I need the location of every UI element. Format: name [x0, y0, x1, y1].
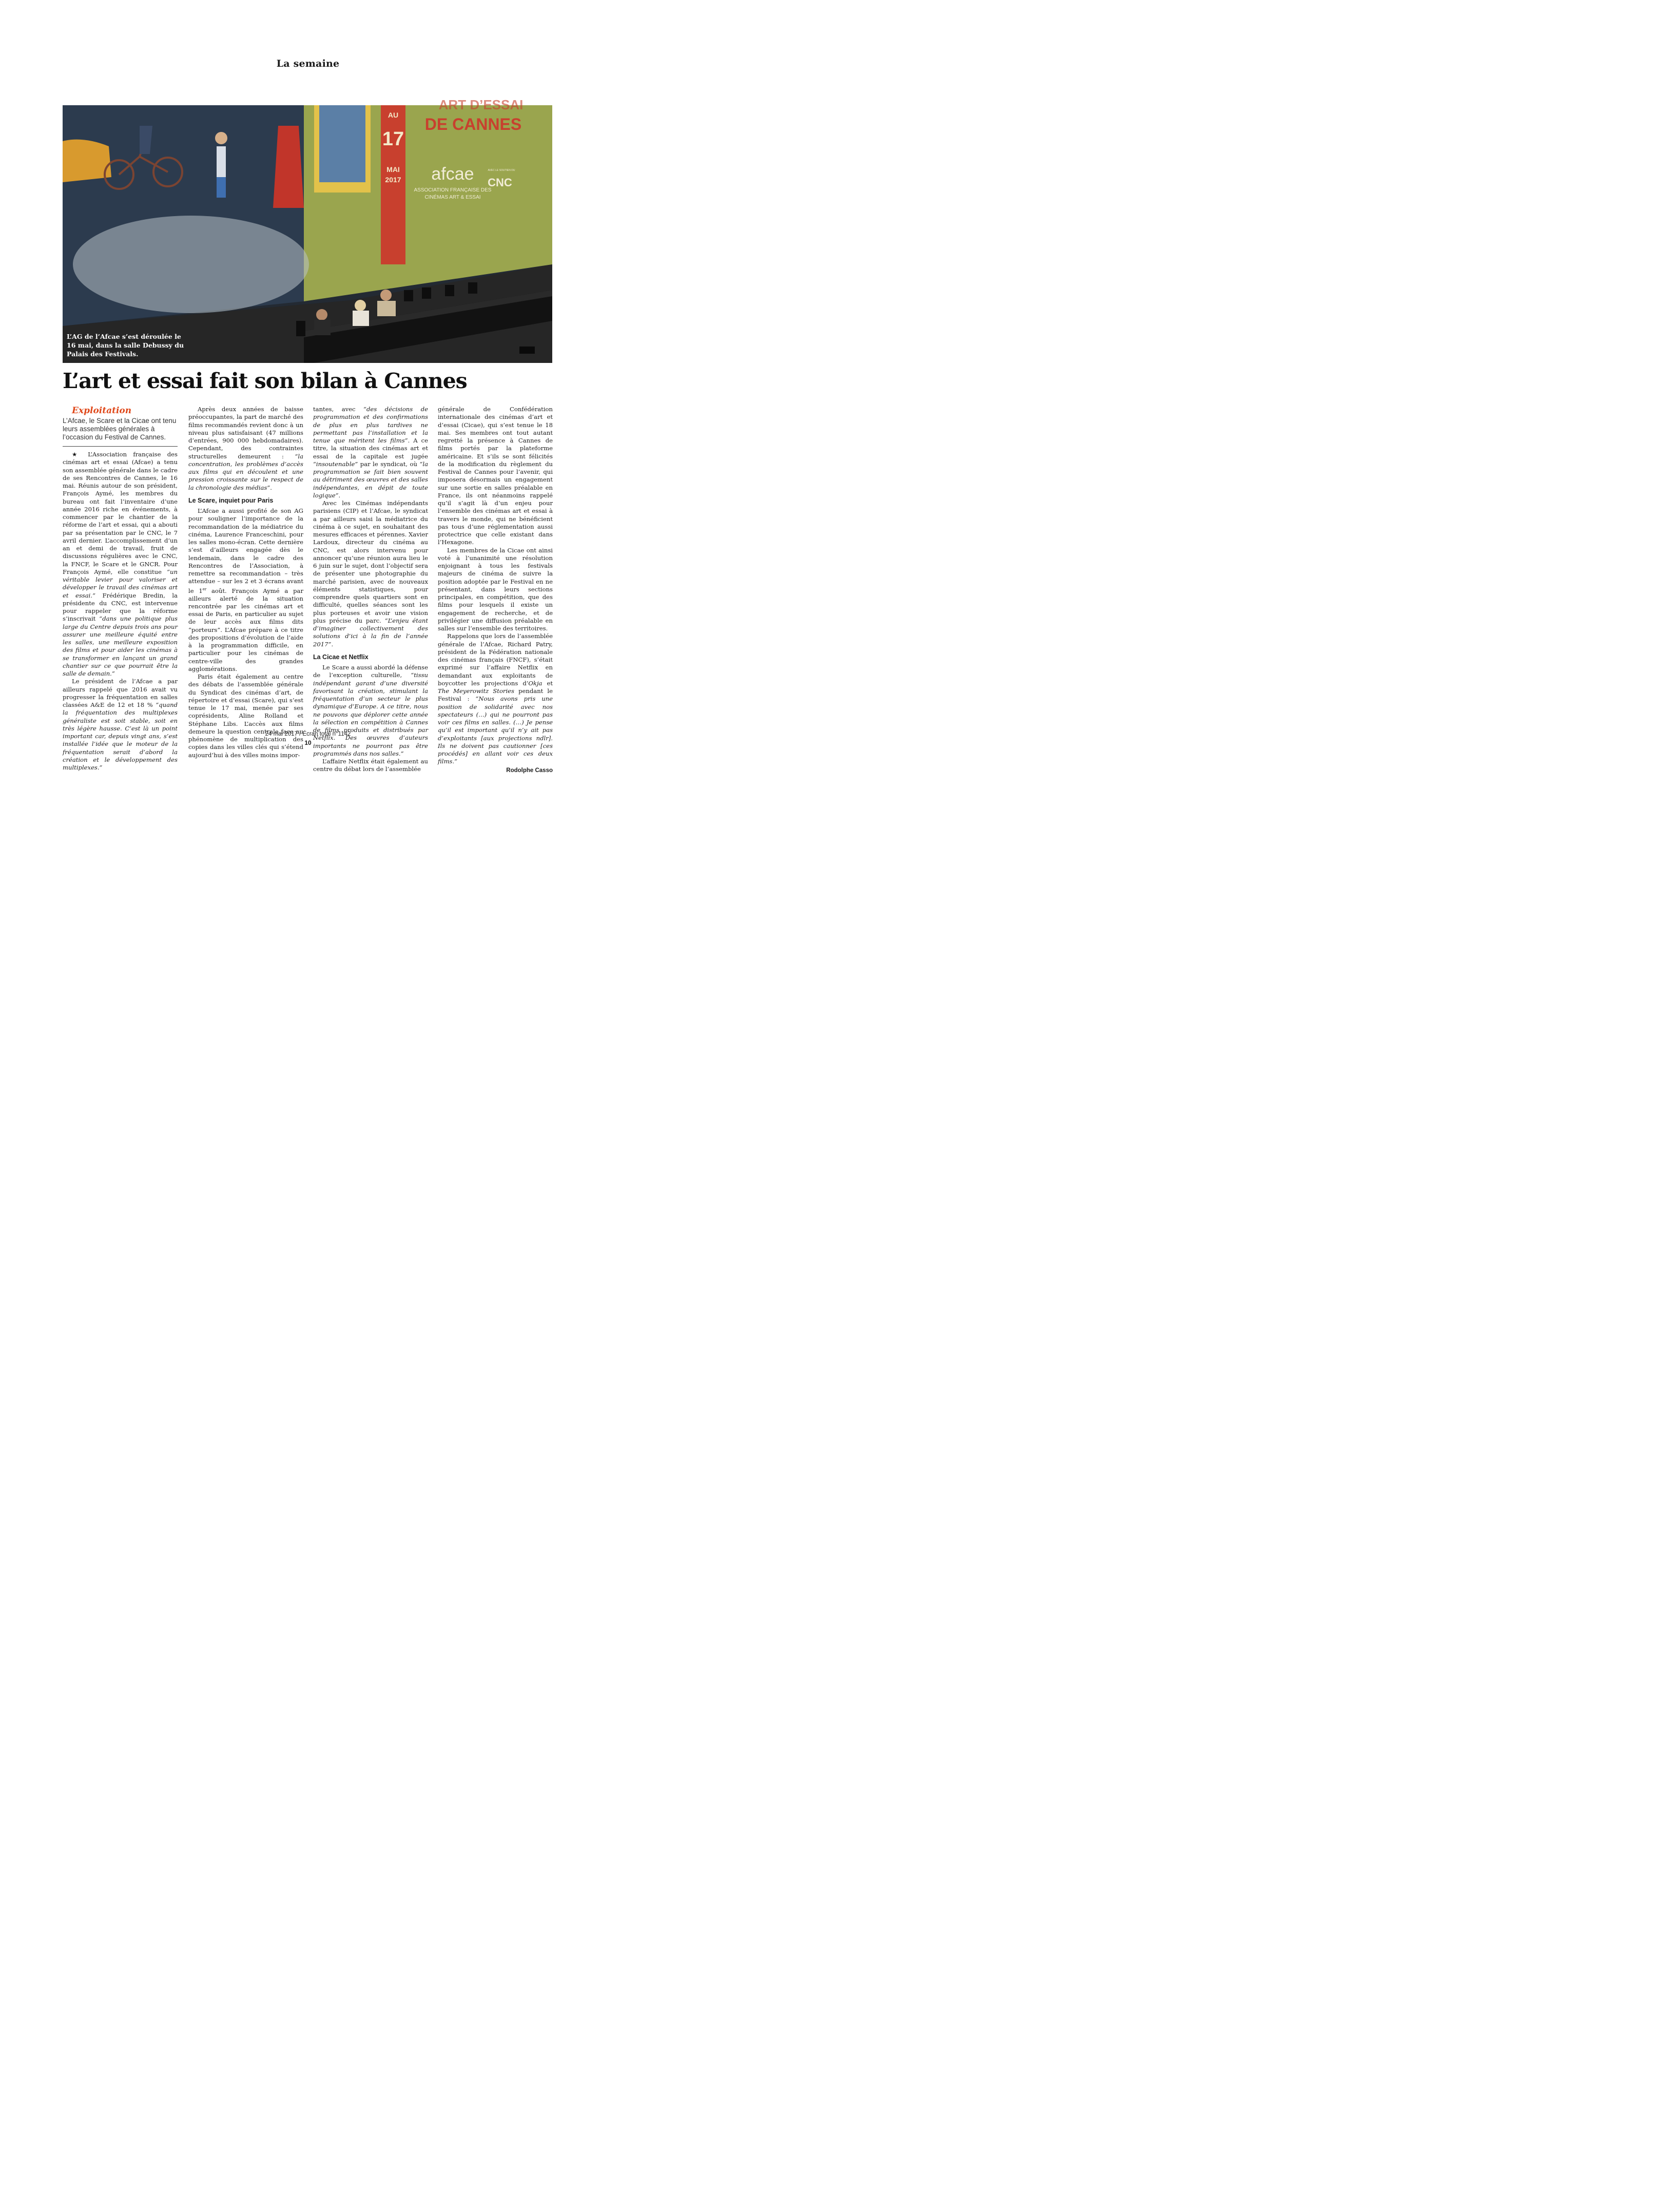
footer-issue: 24 mai 2017 / Écran total n°1142 — [265, 731, 351, 737]
lede-line-3: l’occasion du Festival de Cannes. — [63, 433, 166, 441]
banner-month: MAI — [386, 165, 400, 174]
subheading: La Cicae et Netflix — [313, 653, 369, 661]
kicker: Exploitation — [72, 406, 132, 416]
assoc-line-2: CINÉMAS ART & ESSAI — [424, 195, 481, 200]
subheading: Le Scare, inquiet pour Paris — [188, 496, 274, 504]
page-number: 10 — [304, 739, 312, 746]
section-label: La semaine — [276, 58, 340, 69]
event-photo — [63, 97, 552, 363]
poster-top-title: ART D’ESSAI — [438, 97, 524, 112]
paragraph: Rappelons que lors de l’assemblée générale de l’Afcae, Richard Patry, président de la Fédération nationale des cinémas français (FNCF), s’était exprimé sur l’affaire Netflix en demandant aux exploitants de boycotter les projections d’Okja et The Meyerowitz Stories pendant le Festival : “Nous avons pris une position de solidarité avec nos spectateurs (…) qui ne pourront pas voir ces films en salles. (…) Je pense qu’il est important qu’il n’y ait pas d’exploitants [aux projections ndlr]. Ils ne doivent pas cautionner [ces procédés] en allant voir ces deux films.” — [438, 632, 553, 765]
camera — [519, 347, 535, 354]
doorway-people — [319, 105, 365, 182]
star-icon: ★ — [72, 451, 82, 458]
paragraph: Avec les Cinémas indépendants parisiens (CIP) et l’Afcae, le syndicat a par ailleurs saisi la médiatrice du cinéma à ce sujet, en souhaitant des mesures efficaces et pérennes. Xavier Lardoux, directeur du cinéma au CNC, est alors intervenu pour annoncer qu’une réunion aura lieu le 6 juin sur le sujet, dont l’objectif sera de présenter une photographie du marché parisien, avec de nouveaux éléments statistiques, pour comprendre quels quartiers sont en difficulté, quelles séances sont les plus porteuses et avoir une vision plus précise du parc. “L’enjeu étant d’imaginer collectivement des solutions d’ici à la fin de l’année 2017”. — [313, 499, 428, 648]
paragraph: tantes, avec “des décisions de programmation et des confirmations de plus en plus tardives ne permettant pas l’installation et la tenue que méritent les films”. A ce titre, la situation des cinémas art et essai de la capitale est jugée “insoutenable” par le syndicat, où “la programmation se fait bien souvent au détriment des œuvres et des salles indépendantes, en dépit de toute logique”. — [313, 406, 428, 499]
lede — [63, 417, 178, 447]
paragraph: Le Scare a aussi abordé la défense de l’exception culturelle, “tissu indépendant garant d’une diversité favorisant la création, stimulant la fréquentation d’un secteur le plus dynamique d’Europe. A ce titre, nous ne pouvons que déplorer cette année la sélection en compétition à Cannes de films produits et distribués par Netflix. Des œuvres d’auteurs importants ne pourront pas être programmés dans nos salles.” — [313, 664, 428, 757]
article-column-4 — [438, 406, 553, 775]
assoc-line-1: ASSOCIATION FRANÇAISE DES — [414, 187, 492, 193]
lede-line-2: leurs assemblées générales à — [63, 425, 155, 433]
woman-red-dress — [273, 126, 304, 208]
article-column-2 — [188, 406, 303, 759]
paragraph: Le président de l’Afcae a par ailleurs rappelé que 2016 avait vu progresser la fréquentation en salles classées A&E de 12 et 18 % “quand la fréquentation des multiplexes généraliste est soit stable, soit en très légère hausse. C’est là un point important car, depuis vingt ans, s’est installée l’idée que le moteur de la fréquentation serait d’abord la création et le développement des multiplexes.” — [63, 678, 178, 771]
lede-line-1: L’Afcae, le Scare et la Cicae ont tenu — [63, 417, 177, 425]
boy-shorts — [217, 177, 226, 198]
banner-year: 2017 — [385, 176, 401, 184]
article-headline: L’art et essai fait son bilan à Cannes — [63, 369, 467, 393]
paragraph: ★ L’Association française des cinémas art et essai (Afcae) a tenu son assemblée générale dans le cadre de ses Rencontres de Cannes, le 16 mai. Réunis autour de son président, François Aymé, les membres du bureau ont fait l’inventaire d’une année 2016 riche en événements, à commencer par le chantier de la réforme de l’art et essai, qui a abouti par sa présentation par le CNC, le 7 avril dernier. L’accomplissement d’un an et demi de travail, fruit de discussions régulières avec le CNC, la FNCF, le Scare et le GNCR. Pour François Aymé, elle constitue “un véritable levier pour valoriser et développer le travail des cinémas art et essai.” Frédérique Bredin, la présidente du CNC, est intervenue pour rappeler que la réforme s’inscrivait “dans une politique plus large du Centre depuis trois ans pour assurer une meilleure équité entre les salles, une meilleure exposition des films et pour aider les cinémas à se transformer en lançant un grand chantier sur ce que pourrait être la salle de demain.” — [63, 451, 178, 677]
banner-day: 17 — [382, 128, 404, 150]
banner-au: AU — [388, 111, 399, 119]
paragraph: générale de Confédération internationale des cinémas d’art et d’essai (Cicae), qui s’est tenue le 18 mai. Ses membres ont tout autant regretté la présence à Cannes de films portés par la plateforme américaine. Et s’ils se sont félicités de la modification du règlement du Festival de Cannes pour l’avenir, qui imposera désormais un engagement sur une sortie en salles préalable en France, ils ont néanmoins rappelé qu’il s’agit là d’un enjeu pour l’ensemble des cinémas art et essai à travers le monde, qui ne bénéficient pas tous d’une réglementation aussi protectrice que celle existant dans l’Hexagone. — [438, 406, 553, 546]
boy-shirt — [217, 146, 226, 177]
paragraph: L’Afcae a aussi profité de son AG pour souligner l’importance de la recommandation de la médiatrice du cinéma, Laurence Franceschini, pour les salles mono-écran. Cette dernière s’est d’ailleurs engagée dès le lendemain, dans le cadre des Rencontres de l’Association, à remettre sa recommandation – très attendue – sur les 2 et 3 écrans avant le 1er août. François Aymé a par ailleurs alerté de la situation rencontrée par les cinémas art et essai de Paris, en particulier au sujet de leur accès aux films dits “porteurs”. L’Afcae prépare à ce titre des propositions d’évolution de l’aide à la programmation difficile, en particulier pour les cinémas de centre-ville des grandes agglomérations. — [188, 507, 303, 672]
article-column-1 — [63, 406, 178, 772]
paragraph: Après deux années de baisse préoccupantes, la part de marché des films recommandés revient donc à un niveau plus satisfaisant (47 millions d’entrées, 900 000 hebdomadaires). Cependant, des contraintes structurelles demeurent : “la concentration, les problèmes d’accès aux films qui en découlent et une pression croissante sur le respect de la chronologie des médias”. — [188, 406, 303, 491]
article-column-3 — [313, 406, 428, 774]
photo-caption: L’AG de l’Afcae s’est déroulée le 16 mai, dans la salle Debussy du Palais des Festivals. — [67, 333, 184, 358]
author-signature: Rodolphe Casso — [506, 767, 553, 774]
paragraph: Paris était également au centre des débats de l’assemblée générale du Syndicat des cinémas d’art, de répertoire et d’essai (Scare), qui s’est tenue le 17 mai, menée par ses coprésidents, Aline Rolland et Stéphane Libs. L’accès aux films demeure la question centrale face au phénomène de multiplication des copies dans les villes clés qui s’étend aujourd’hui à des villes moins impor- — [188, 673, 303, 759]
cnc-logo: CNC — [488, 176, 512, 189]
paragraph: Les membres de la Cicae ont ainsi voté à l’unanimité une résolution enjoignant à tous les festivals majeurs de cinéma de suivre la position adoptée par le Festival en ne présentant, dans leurs sections principales, en compétition, que des films pour lesquels il existe un engagement de recherche, et de privilégier une diffusion préalable en salles sur l’ensemble des territoires. — [438, 546, 553, 632]
light-pool — [73, 216, 309, 313]
soutien-label: AVEC LE SOUTIEN DU — [488, 169, 515, 172]
afcae-logo: afcae — [431, 164, 474, 184]
boy-head — [215, 132, 227, 144]
paragraph: L’affaire Netflix était également au centre du débat lors de l’assemblée — [313, 758, 428, 773]
poster-title: DE CANNES — [424, 115, 522, 133]
